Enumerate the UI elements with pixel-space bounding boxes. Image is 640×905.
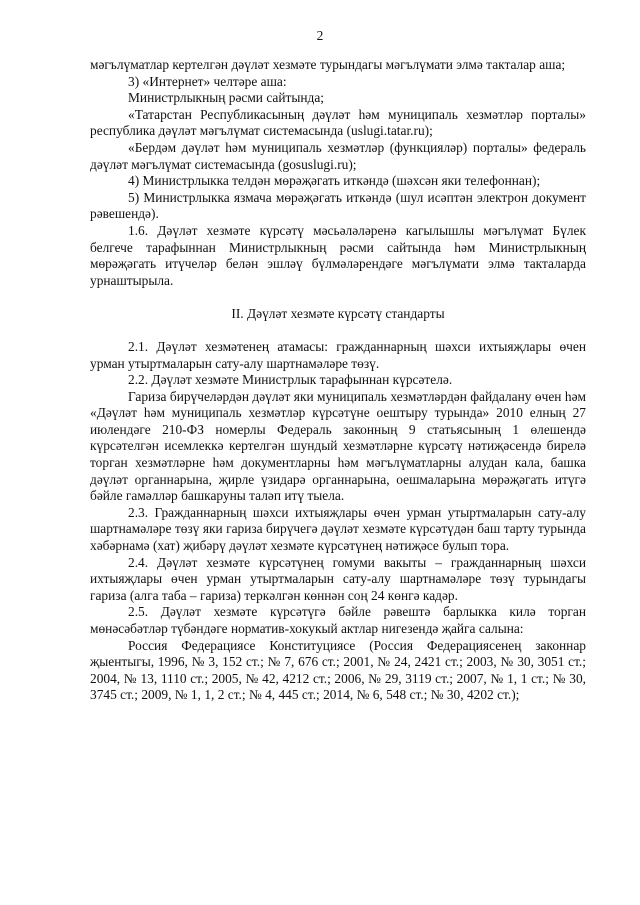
paragraph-ministry-site: Министрлыкның рәсми сайтында; [128,90,325,106]
page-number: 2 [316,28,324,43]
paragraph-internet: 3) «Интернет» челтәре аша: [128,73,287,89]
paragraph-2-5: 2.5. Дәүләт хезмәте күрсәтүгә бәйле рәвештә барлыкка килә торган мөнәсәбәтләр түбәндәге норматив-хокукый актлар нигезендә җайга салына: [90,604,586,636]
paragraph-constitution: Россия Федерациясе Конституциясе (Россия Федерациясенең законнар җыентыгы, 1996, № 3, 152 ст.; № 7, 676 ст.; 2001, № 24, 2421 ст.; 2003, № 30, 3051 ст.; 2004, № 13, 1110 ст.; 2005, № 42, 4212 ст.; 2006, № 29, 3119 ст.; 2007, № 1, 1 ст.; № 30, 3745 ст.; 2009, № 1, 1, 2 ст.; № 4, 445 ст.; 2014, № 6, 548 ст.; № 30, 4202 ст.); [90,637,586,703]
paragraph-2-2: 2.2. Дәүләт хезмәте Министрлык тарафыннан күрсәтелә. [128,372,453,388]
paragraph-tatarstan-portal: «Татарстан Республикасының дәүләт һәм муниципаль хезмәтләр порталы» республика дәүләт мәгълүмат системасында (uslugi.tatar.ru); [90,106,586,139]
document-body [90,57,586,704]
paragraph-2-3: 2.3. Гражданнарның шәхси ихтыяҗлары өчен урман утыртмаларын сату-алу шартнамәләре төзү яки гариза бирүчегә дәүләт хезмәте күрсәтүдән баш тарту турында хәбәрнамә (хат) җибәрү дәүләт хезмәте күрсәтүнең нәтиҗәсе булып тора. [90,504,586,554]
paragraph-written-request: 5) Министрлыкка язмача мөрәҗәгать иткәндә (шул исәптән электрон документ рәвешендә). [90,189,586,222]
paragraph-prohibition: Гариза бирүчеләрдән дәүләт яки муниципаль хезмәтләрдән файдалану өчен һәм «Дәүләт һәм муниципаль хезмәтләр күрсәтүне оештыру турында» 2010 елның 27 июлендәге 210-ФЗ номерлы Федераль законның 9 статьясының 1 өлешендә күрсәтелгән исемлеккә кертелгән шундый хезмәтләрне күрсәтү нәтиҗәсендә бирелә торган хезмәтләрне һәм документларны һәм мәгълүматларны алудан кала, башка дәүләт органнарына, җирле үзидарә органнарына, оешмаларына мөрәҗәгать итүгә бәйле гамәлләр башкаруны таләп итү тыела. [90,388,586,504]
paragraph-information-boards: мәгълүматлар кертелгән дәүләт хезмәте турындагы мәгълүмати элмә такталар аша; [90,57,566,72]
paragraph-1-6: 1.6. Дәүләт хезмәте күрсәтү мәсьәләләренә кагылышлы мәгълүмат Бүлек белгече тарафыннан Министрлыкның рәсми сайтында һәм Министрлыкның мөрәҗәгать итүчеләр белән эшләү бүлмәләрендәге мәгълүмати элмә такталарда урнаштырыла. [90,222,586,288]
paragraph-oral-request: 4) Министрлыкка телдән мөрәҗәгать иткәндә (шәхсән яки телефоннан); [128,173,541,189]
section-heading: II. Дәүләт хезмәте күрсәтү стандарты [231,306,445,322]
paragraph-2-4: 2.4. Дәүләт хезмәте күрсәтүнең гомуми вакыты – гражданнарның шәхси ихтыяҗлары өчен урман утыртмаларын сату-алу шартнамәләре төзү турындагы гариза (алга таба – гариза) теркәлгән көннән соң 24 көнгә кадәр. [90,554,586,603]
paragraph-federal-portal: «Бердәм дәүләт һәм муниципаль хезмәтләр (функцияләр) порталы» федераль дәүләт мәгълүмат системасында (gosuslugi.ru); [90,139,586,172]
paragraph-2-1: 2.1. Дәүләт хезмәтенең атамасы: гражданнарның шәхси ихтыяҗлары өчен урман утыртмаларын сату-алу шартнамәләре төзү. [90,338,586,371]
